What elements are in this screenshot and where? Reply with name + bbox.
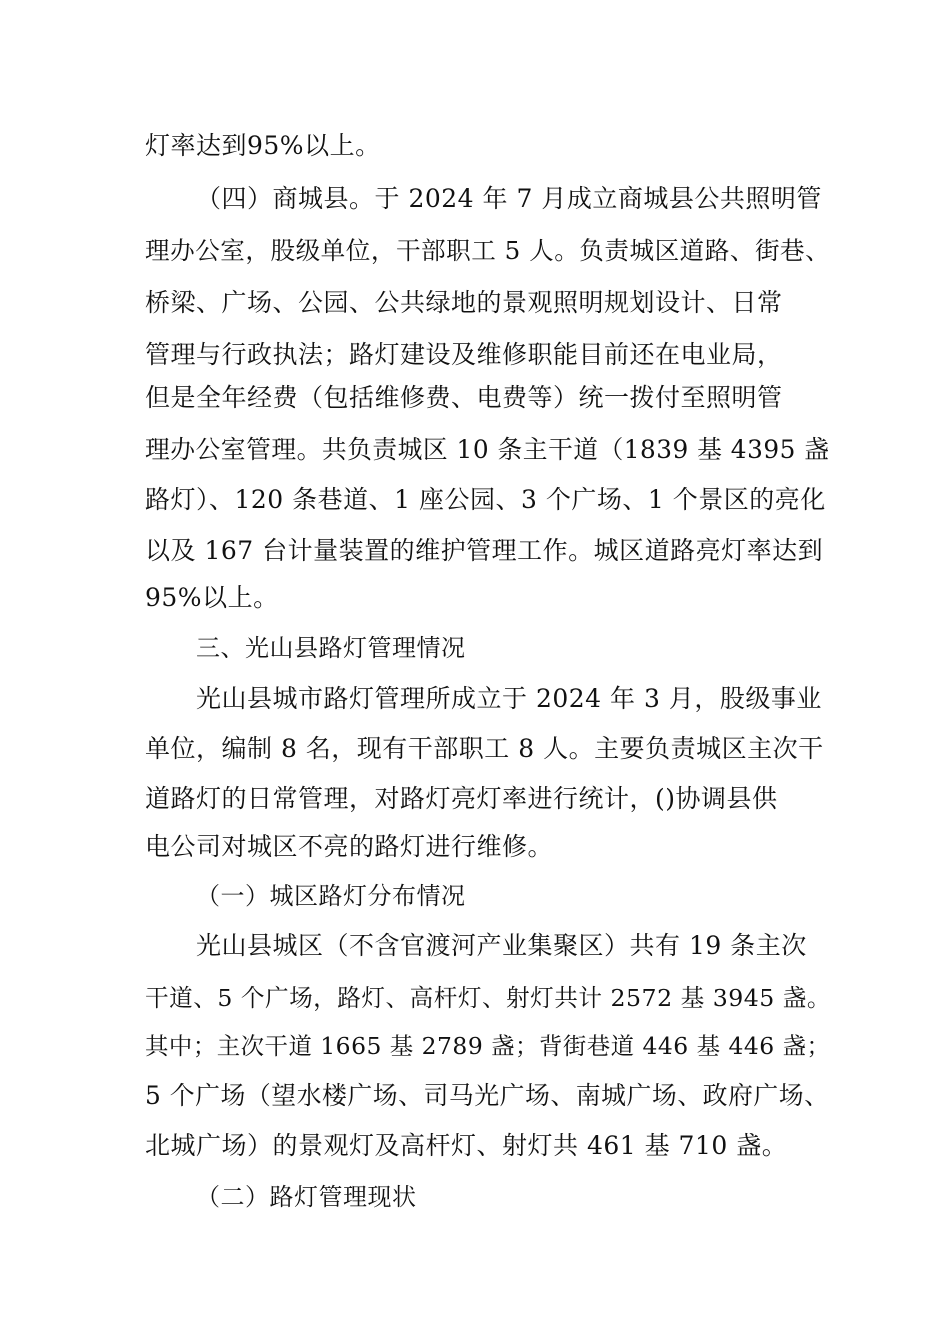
paragraph-shangcheng-line-2: 理办公室，股级单位，干部职工 5 人。负责城区道路、街巷、 bbox=[145, 236, 831, 265]
paragraph-guangshan-line-2: 单位，编制 8 名，现有干部职工 8 人。主要负责城区主次干 bbox=[145, 734, 824, 763]
paragraph-shangcheng-line-4: 管理与行政执法；路灯建设及维修职能目前还在电业局， bbox=[145, 340, 783, 369]
paragraph-distribution-line-2: 干道、5 个广场，路灯、高杆灯、射灯共计 2572 基 3945 盏。 bbox=[145, 984, 832, 1012]
paragraph-shangcheng-line-6: 理办公室管理。共负责城区 10 条主干道（1839 基 4395 盏 bbox=[145, 435, 830, 464]
paragraph-distribution-line-1: 光山县城区（不含官渡河产业集聚区）共有 19 条主次 bbox=[196, 931, 807, 960]
paragraph-distribution-line-3: 其中；主次干道 1665 基 2789 盏；背街巷道 446 基 446 盏； bbox=[145, 1032, 831, 1060]
paragraph-guangshan-line-3: 道路灯的日常管理，对路灯亮灯率进行统计，()协调县供 bbox=[145, 784, 778, 813]
paragraph-shangcheng-line-9: 95%以上。 bbox=[145, 583, 279, 612]
paragraph-shangcheng-line-7: 路灯）、120 条巷道、1 座公园、3 个广场、1 个景区的亮化 bbox=[145, 485, 826, 514]
subheading-distribution: （一）城区路灯分布情况 bbox=[196, 882, 466, 910]
paragraph-distribution-line-4: 5 个广场（望水楼广场、司马光广场、南城广场、政府广场、 bbox=[145, 1081, 830, 1110]
paragraph-distribution-line-5: 北城广场）的景观灯及高杆灯、射灯共 461 基 710 盏。 bbox=[145, 1131, 788, 1160]
paragraph-guangshan-line-4: 电公司对城区不亮的路灯进行维修。 bbox=[145, 832, 554, 861]
paragraph-guangshan-line-1: 光山县城市路灯管理所成立于 2024 年 3 月，股级事业 bbox=[196, 684, 822, 713]
paragraph-shangcheng-line-5: 但是全年经费（包括维修费、电费等）统一拨付至照明管 bbox=[145, 383, 783, 412]
paragraph-shangcheng-line-1: （四）商城县。于 2024 年 7 月成立商城县公共照明管 bbox=[196, 184, 822, 213]
paragraph-shangcheng-line-3: 桥梁、广场、公园、公共绿地的景观照明规划设计、日常 bbox=[145, 288, 783, 317]
subheading-management-status: （二）路灯管理现状 bbox=[196, 1183, 417, 1211]
section-heading-guangshan: 三、光山县路灯管理情况 bbox=[196, 634, 466, 662]
paragraph-shangcheng-line-8: 以及 167 台计量装置的维护管理工作。城区道路亮灯率达到 bbox=[145, 536, 824, 565]
text-line-1: 灯率达到95%以上。 bbox=[145, 131, 381, 160]
